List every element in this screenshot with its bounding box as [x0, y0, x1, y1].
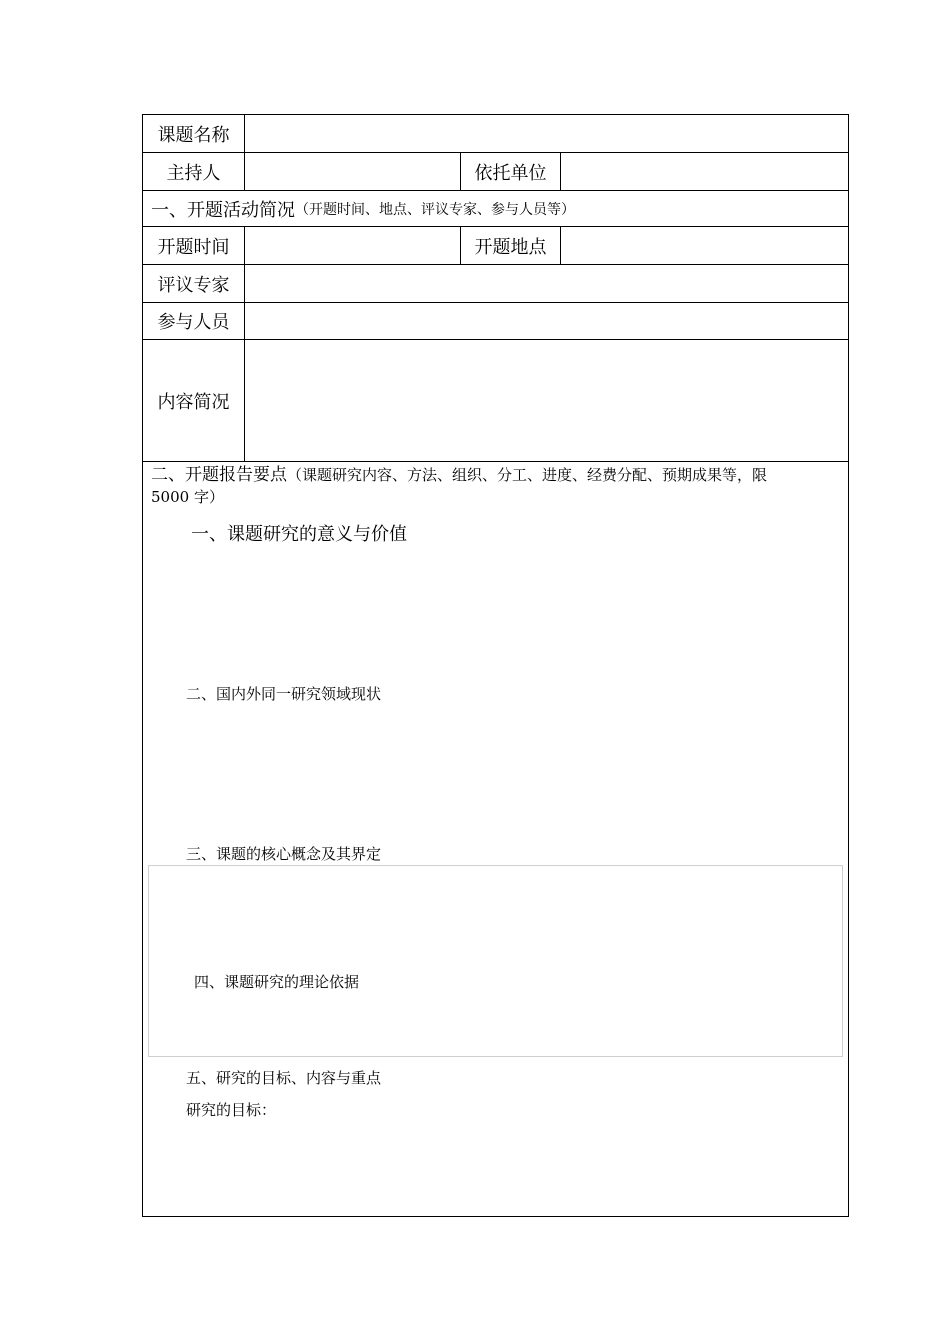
time-label: 开题时间 [157, 236, 230, 258]
unit-label: 依托单位 [474, 162, 547, 184]
proposal-form [142, 114, 849, 1217]
section1-title: 一、开题活动简况 [151, 199, 295, 221]
item-significance: 一、课题研究的意义与价值 [191, 524, 407, 545]
section1-heading [143, 191, 848, 226]
item-domestic-foreign-status: 二、国内外同一研究领域现状 [186, 685, 382, 703]
item-goals-content-focus: 五、研究的目标、内容与重点 [186, 1069, 382, 1087]
experts-label: 评议专家 [157, 274, 230, 296]
time-field[interactable] [245, 227, 460, 264]
item-core-concepts: 三、课题的核心概念及其界定 [186, 845, 382, 863]
unit-field[interactable] [561, 153, 848, 190]
host-label: 主持人 [166, 162, 221, 184]
row-divider [143, 461, 848, 462]
theory-basis-box[interactable] [148, 865, 843, 1057]
item-research-goals: 研究的目标： [186, 1101, 277, 1119]
section2-note-line2: 5000 字） [151, 488, 224, 506]
place-label: 开题地点 [474, 236, 547, 258]
summary-field[interactable] [245, 340, 848, 461]
host-field[interactable] [245, 153, 460, 190]
place-field[interactable] [561, 227, 848, 264]
topic-name-field[interactable] [245, 115, 848, 152]
participants-label: 参与人员 [157, 312, 230, 333]
section1-note: （开题时间、地点、评议专家、参与人员等） [295, 201, 575, 218]
section2-note-line1: （课题研究内容、方法、组织、分工、进度、经费分配、预期成果等，限 [287, 466, 768, 484]
experts-field[interactable] [245, 265, 848, 302]
section2-heading [151, 464, 841, 508]
topic-name-label: 课题名称 [157, 124, 230, 146]
summary-label: 内容简况 [157, 391, 230, 413]
item-theory-basis: 四、课题研究的理论依据 [194, 973, 360, 991]
participants-field[interactable] [245, 303, 848, 339]
section2-title: 二、开题报告要点 [151, 465, 287, 485]
